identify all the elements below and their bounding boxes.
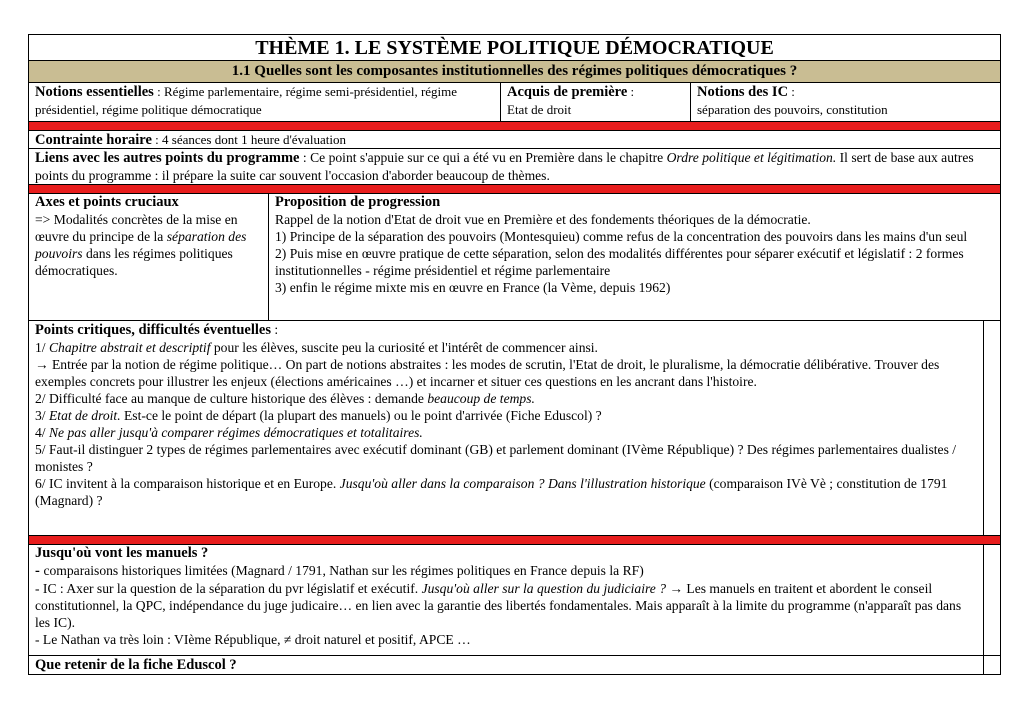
document-table bbox=[28, 34, 1001, 675]
proposition-line: 1) Principe de la séparation des pouvoirs (Montesquieu) comme refus de la concentration des pouvoirs dans les mains d'un seul bbox=[275, 229, 968, 244]
liens-text-end: Il sert de base aux autres points du programme : il prépare la suite car souvent l'occasion d'aborder beaucoup de thèmes. bbox=[35, 150, 974, 183]
notions-row bbox=[29, 83, 1000, 122]
axes-text-end: dans les régimes politiques démocratiques. bbox=[35, 246, 233, 278]
proposition-cell bbox=[269, 194, 1000, 320]
axes-cell bbox=[29, 194, 269, 320]
liens-row bbox=[29, 149, 1000, 185]
arrow-icon: → bbox=[666, 581, 683, 596]
contrainte-label: Contrainte horaire bbox=[35, 132, 152, 148]
notions-essentielles-cell bbox=[29, 83, 501, 121]
proposition-line: 3) enfin le régime mixte mis en œuvre en France (la Vème, depuis 1962) bbox=[275, 280, 671, 295]
red-separator bbox=[29, 185, 1000, 194]
manuels-item: - comparaisons historiques limitées (Magnard / 1791, Nathan sur les régimes politiques en France depuis la RF) bbox=[35, 563, 644, 579]
critique-item: 3/ Etat de droit. Est-ce le point de départ (la plupart des manuels) ou le point d'arrivée (Fiche Eduscol) ? bbox=[35, 408, 602, 423]
arrow-icon: → bbox=[35, 357, 49, 372]
notions-essentielles-sep: : bbox=[153, 84, 164, 99]
liens-chapter: Ordre politique et légitimation. bbox=[666, 150, 837, 165]
axes-row bbox=[29, 194, 1000, 321]
proposition-label: Proposition de progression bbox=[275, 194, 441, 210]
critique-item: 2/ Difficulté face au manque de culture historique des élèves : demande beaucoup de temps. bbox=[35, 391, 535, 406]
contrainte-row bbox=[29, 131, 1000, 149]
page-title: THÈME 1. LE SYSTÈME POLITIQUE DÉMOCRATIQUE bbox=[29, 35, 1000, 61]
eduscol-row bbox=[29, 656, 1000, 674]
points-critiques-sep: : bbox=[271, 322, 279, 337]
acquis-premiere-sep: : bbox=[627, 84, 635, 99]
axes-italic: séparation des pouvoirs bbox=[35, 229, 247, 261]
red-separator bbox=[29, 536, 1000, 545]
points-critiques-row bbox=[29, 321, 1000, 536]
critique-item: 4/ Ne pas aller jusqu'à comparer régimes démocratiques et totalitaires. bbox=[35, 425, 423, 440]
axes-text: => Modalités concrètes de la mise en œuvre du principe de la bbox=[35, 212, 238, 244]
critique-item: 5/ Faut-il distinguer 2 types de régimes parlementaires avec exécutif dominant (GB) et parlement dominant (IVème République) ? Des régimes parlementaires dualistes / monistes ? bbox=[35, 442, 957, 474]
axes-label: Axes et points cruciaux bbox=[35, 194, 179, 210]
notions-ic-label: Notions des IC bbox=[697, 84, 789, 100]
liens-label: Liens avec les autres points du programme bbox=[35, 150, 300, 166]
notions-essentielles-label: Notions essentielles bbox=[35, 84, 154, 100]
notions-ic-sep: : bbox=[788, 84, 795, 99]
points-critiques-label: Points critiques, difficultés éventuelles bbox=[35, 322, 272, 338]
manuels-row bbox=[29, 545, 1000, 656]
liens-text: : Ce point s'appuie sur ce qui a été vu en Première dans le chapitre bbox=[299, 150, 667, 165]
red-separator bbox=[29, 122, 1000, 131]
proposition-line: 2) Puis mise en œuvre pratique de cette séparation, selon des modalités différentes pour séparer exécutif et législatif : 2 formes institutionnelles - régime présidentiel et régime parlementaire bbox=[275, 246, 964, 278]
eduscol-label: Que retenir de la fiche Eduscol ? bbox=[35, 657, 237, 673]
manuels-item: - IC : Axer sur la question de la séparation du pvr législatif et exécutif. Jusqu'où aller sur la question du judiciaire ? → Les manuels en traitent et abordent le conseil constitutionnel, la QPC, indépendance du juge judicaire… en lien avec la garantie des libertés fondamentales. Mais apparaît à la limite du programme (n'apparaît pas dans les IC). bbox=[35, 581, 962, 630]
manuels-label: Jusqu'où vont les manuels ? bbox=[35, 545, 209, 561]
notions-ic-text: séparation des pouvoirs, constitution bbox=[697, 102, 888, 117]
notions-essentielles-text: Régime parlementaire, régime semi-présidentiel, régime présidentiel, régime politique démocratique bbox=[35, 84, 458, 117]
contrainte-text: : 4 séances dont 1 heure d'évaluation bbox=[151, 132, 346, 147]
acquis-premiere-cell bbox=[501, 83, 691, 121]
critique-item: → Entrée par la notion de régime politique… On part de notions abstraites : les modes de scrutin, l'Etat de droit, le pluralisme, la démocratie délibérative. Trouver des exemples concrets pour illustrer les enjeux (élections américaines …) et incarner et situer ces questions en les ancrant dans l'histoire. bbox=[35, 357, 940, 389]
manuels-item: - Le Nathan va très loin : VIème République, ≠ droit naturel et positif, APCE … bbox=[35, 632, 471, 647]
notions-ic-cell bbox=[691, 83, 1000, 121]
acquis-premiere-label: Acquis de première bbox=[507, 84, 628, 100]
subtitle: 1.1 Quelles sont les composantes institutionnelles des régimes politiques démocratiques ? bbox=[29, 61, 1000, 83]
critique-item: 6/ IC invitent à la comparaison historique et en Europe. Jusqu'où aller dans la comparaison ? Dans l'illustration historique (comparaison IVè Vè ; constitution de 1791 (Magnard) ? bbox=[35, 476, 948, 508]
acquis-premiere-text: Etat de droit bbox=[507, 102, 572, 117]
proposition-line: Rappel de la notion d'Etat de droit vue en Première et des fondements théoriques de la démocratie. bbox=[275, 212, 811, 227]
critique-item: 1/ Chapitre abstrait et descriptif pour les élèves, suscite peu la curiosité et l'intérêt de commencer ainsi. bbox=[35, 340, 598, 355]
